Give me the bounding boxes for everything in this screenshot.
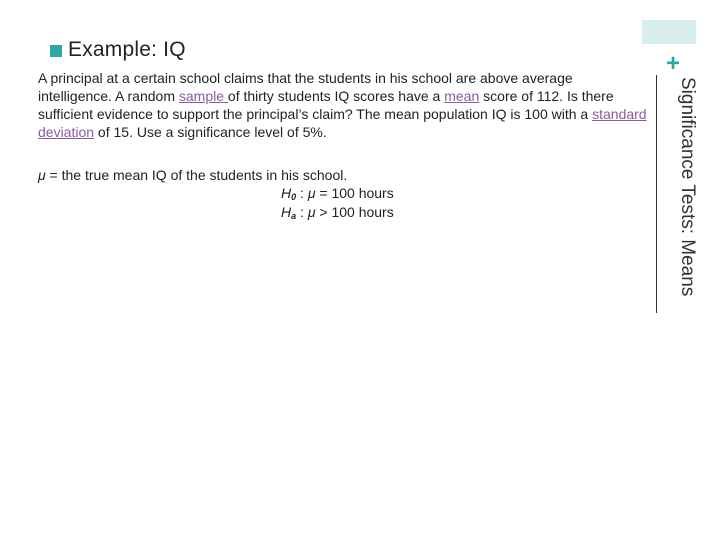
corner-decoration (642, 20, 696, 44)
colon: : (296, 204, 308, 220)
mean-link[interactable]: mean (444, 88, 480, 104)
paragraph-text: of 15. Use a significance level of 5%. (94, 124, 327, 140)
paragraph-text: score of 112. Is there sufficient evidence to support the principal’s claim? The mean population IQ is 100 with a (38, 88, 614, 122)
paragraph-text: of thirty students IQ scores have a (227, 88, 445, 104)
sample-link[interactable]: sample (178, 88, 228, 104)
heading (50, 38, 186, 62)
h-subscript: a (291, 211, 297, 221)
problem-paragraph (38, 69, 650, 141)
hypothesis-text: > 100 hours (315, 204, 394, 220)
heading-text: Example: IQ (68, 38, 186, 61)
mu-definition-text: = the true mean IQ of the students in his school. (45, 167, 348, 183)
h-letter: H (281, 204, 292, 220)
h-subscript: 0 (291, 192, 297, 202)
standard-deviation-link[interactable]: standard deviation (38, 106, 647, 140)
mu-symbol: μ (307, 185, 316, 201)
mu-symbol: μ (38, 167, 46, 183)
colon: : (296, 185, 308, 201)
plus-icon: + (666, 50, 681, 77)
hypothesis-text: = 100 hours (315, 185, 394, 201)
side-title: Significance Tests: Means (677, 77, 698, 297)
mu-definition (38, 166, 347, 184)
mu-symbol: μ (307, 204, 316, 220)
paragraph-text: A principal at a certain school claims that the students in his school are above average intelligence. A random (38, 70, 573, 104)
h-letter: H (281, 185, 292, 201)
alternative-hypothesis (281, 203, 394, 225)
square-bullet-icon (50, 45, 62, 57)
divider-line (656, 75, 657, 313)
